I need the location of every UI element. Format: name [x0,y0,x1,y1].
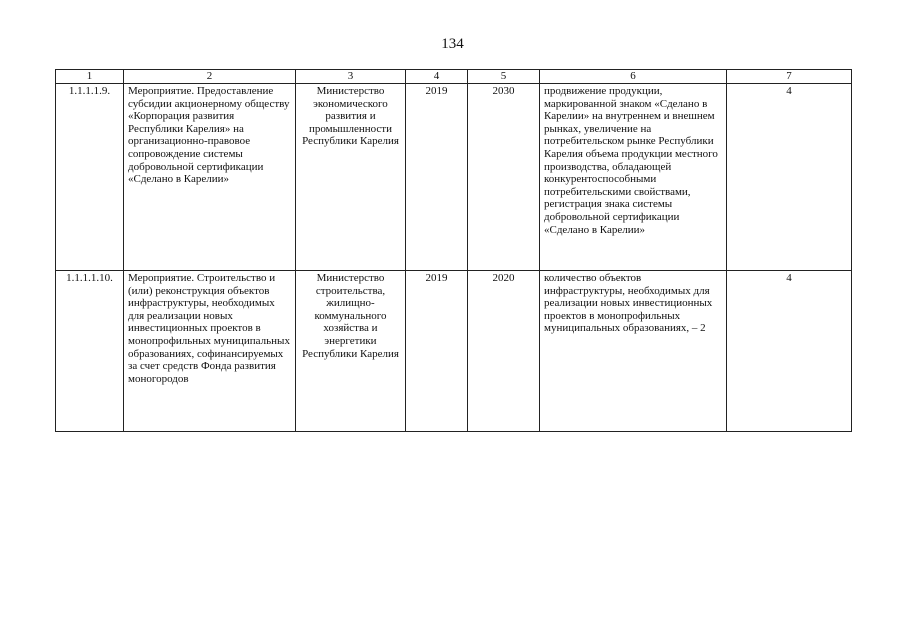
end-year-cell: 2020 [468,271,540,432]
column-7-cell: 4 [727,84,852,271]
executor-cell: Министерство строительства, жилищно-коммунального хозяйства и энергетики Республики Карелия [296,271,406,432]
event-cell: Мероприятие. Предоставление субсидии акционерному обществу «Корпорация развития Республики Карелия» на организационно-правовое сопровождение системы добровольной сертификации «Сделано в Карелии» [124,84,296,271]
column-header-3: 3 [296,70,406,84]
column-header-5: 5 [468,70,540,84]
row-number-cell: 1.1.1.1.10. [56,271,124,432]
program-table [55,69,852,432]
start-year-cell: 2019 [406,271,468,432]
table-row [56,271,852,432]
column-7-cell: 4 [727,271,852,432]
start-year-cell: 2019 [406,84,468,271]
executor-cell: Министерство экономического развития и промышленности Республики Карелия [296,84,406,271]
end-year-cell: 2030 [468,84,540,271]
column-header-7: 7 [727,70,852,84]
page-number: 134 [441,36,464,52]
column-header-4: 4 [406,70,468,84]
table-row [56,84,852,271]
row-number-cell: 1.1.1.1.9. [56,84,124,271]
column-header-2: 2 [124,70,296,84]
header-row [56,70,852,84]
result-cell: продвижение продукции, маркированной знаком «Сделано в Карелии» на внутреннем и внешнем рынках, увеличение на потребительском рынке Республики Карелия объема продукции местного производства, обладающей конкурентоспособными потребительскими свойствами, регистрация знака системы добровольной сертификации «Сделано в Карелии» [540,84,727,271]
column-header-6: 6 [540,70,727,84]
event-cell: Мероприятие. Строительство и (или) реконструкция объектов инфраструктуры, необходимых для реализации новых инвестиционных проектов в монопрофильных муниципальных образованиях, софинансируемых за счет средств Фонда развития моногородов [124,271,296,432]
result-cell: количество объектов инфраструктуры, необходимых для реализации новых инвестиционных проектов в монопрофильных муниципальных образованиях, – 2 [540,271,727,432]
column-header-1: 1 [56,70,124,84]
